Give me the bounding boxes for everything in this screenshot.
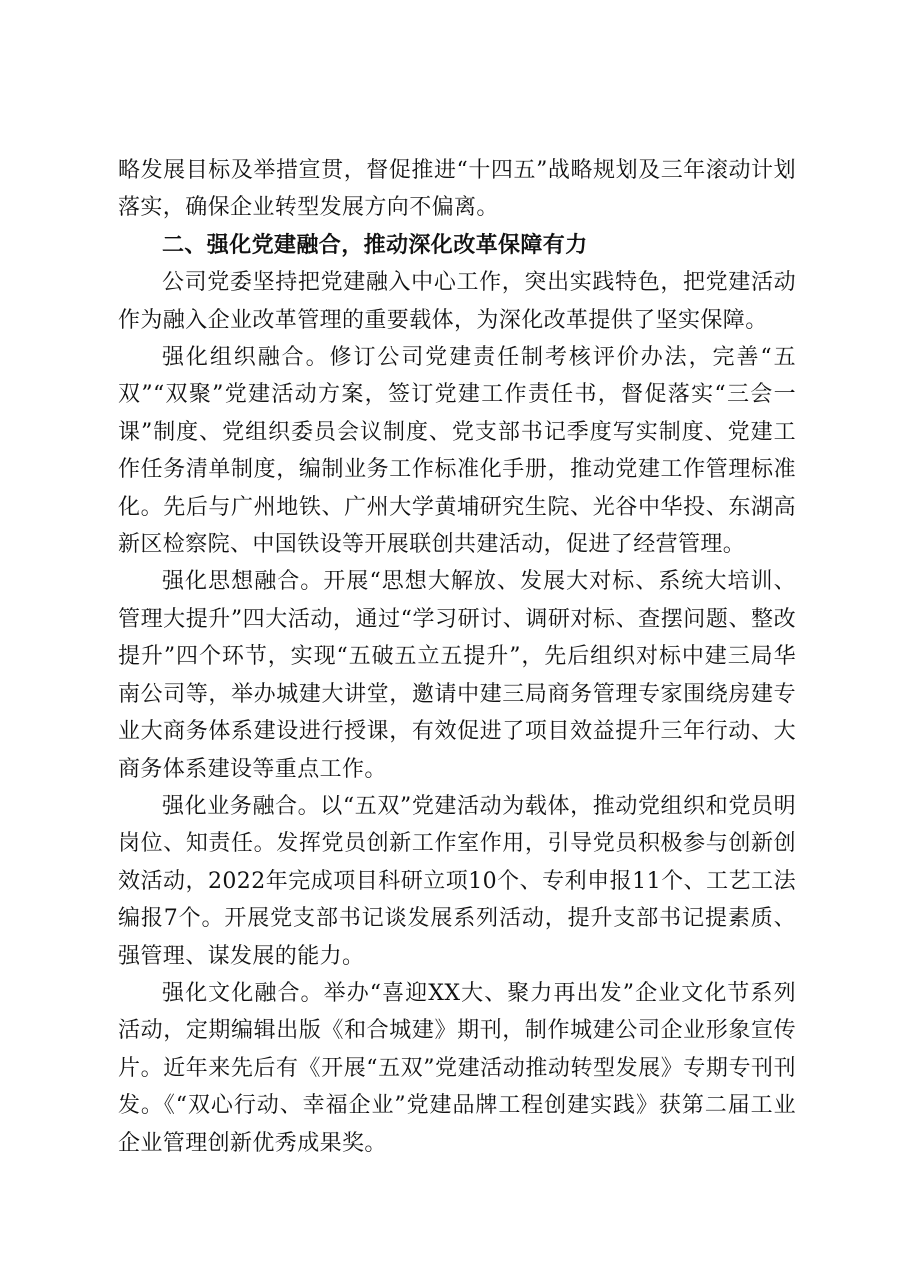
organization-integration-paragraph: 强化组织融合。修订公司党建责任制考核评价办法，完善“五双”“双聚”党建活动方案，签订党建工作责任书，督促落实“三会一课”制度、党组织委员会议制度、党支部书记季度写实制度、党建工作任务清单制度，编制业务工作标准化手册，推动党建工作管理标准化。先后与广州地铁、广州大学黄埔研究生院、光谷中华投、东湖高新区检察院、中国铁设等开展联创共建活动，促进了经营管理。 [118, 345, 796, 558]
culture-integration-paragraph: 强化文化融合。举办“喜迎XX大、聚力再出发”企业文化节系列活动，定期编辑出版《和合城建》期刊，制作城建公司企业形象宣传片。近年来先后有《开展“五双”党建活动推动转型发展》专期专刊刊发。《“双心行动、幸福企业”党建品牌工程创建实践》获第二届工业企业管理创新优秀成果奖。 [118, 980, 796, 1156]
section-intro-paragraph: 公司党委坚持把党建融入中心工作，突出实践特色，把党建活动作为融入企业改革管理的重要载体，为深化改革提供了坚实保障。 [118, 270, 796, 333]
document-page [118, 152, 796, 1162]
section-heading: 二、强化党建融合，推动深化改革保障有力 [162, 232, 588, 258]
ideology-integration-paragraph: 强化思想融合。开展“思想大解放、发展大对标、系统大培训、管理大提升”四大活动，通过“学习研讨、调研对标、查摆问题、整改提升”四个环节，实现“五破五立五提升”，先后组织对标中建三局华南公司等，举办城建大讲堂，邀请中建三局商务管理专家围绕房建专业大商务体系建设进行授课，有效促进了项目效益提升三年行动、大商务体系建设等重点工作。 [118, 569, 796, 782]
paragraph-continuation: 略发展目标及举措宣贯，督促推进“十四五”战略规划及三年滚动计划落实，确保企业转型发展方向不偏离。 [118, 158, 796, 221]
business-integration-paragraph: 强化业务融合。以“五双”党建活动为载体，推动党组织和党员明岗位、知责任。发挥党员创新工作室作用，引导党员积极参与创新创效活动，2022年完成项目科研立项10个、专利申报11个、工艺工法编报7个。开展党支部书记谈发展系列活动，提升支部书记提素质、强管理、谋发展的能力。 [118, 793, 796, 969]
